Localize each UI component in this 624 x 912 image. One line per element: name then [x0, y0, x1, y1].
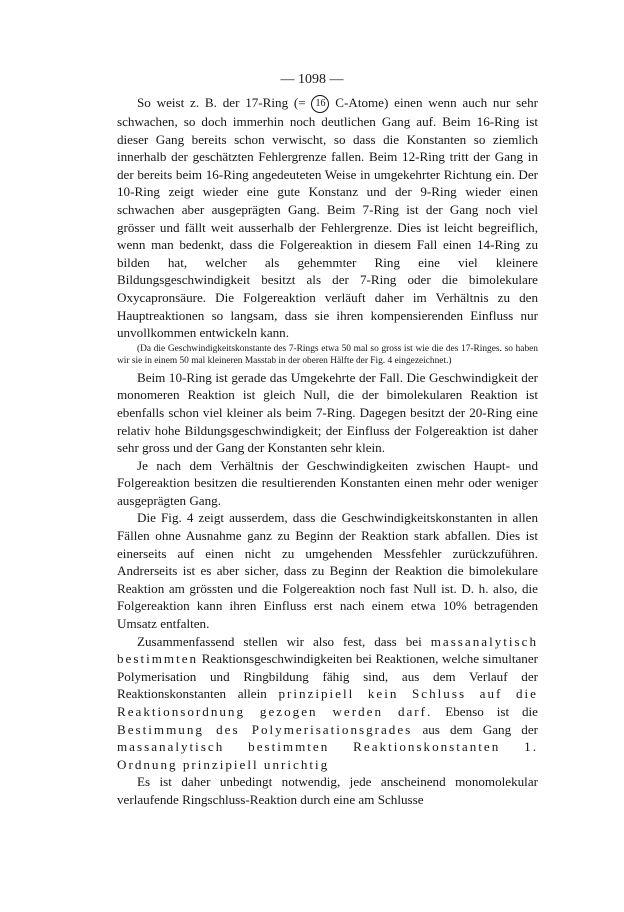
p5-emphasis-4: massanalytisch bestimmten Reaktionskonstanten 1. Ordnung prinzipiell unrichtig — [117, 739, 538, 772]
paragraph-6: Es ist daher unbedingt notwendig, jede anscheinend monomolekular verlaufende Ringschluss-Reaktion durch eine am Schlusse — [117, 774, 538, 807]
p5-text-a: Zusammenfassend stellen wir also fest, dass bei — [137, 633, 422, 649]
body-text — [117, 94, 538, 809]
p1-text-a: So weist z. B. der 17-Ring (= — [137, 95, 306, 110]
p5-emphasis-3: Bestimmung des Polymerisationsgrades — [117, 721, 413, 737]
p5-text-d: aus dem Gang der — [422, 721, 538, 737]
paragraph-4: Die Fig. 4 zeigt ausserdem, dass die Geschwindigkeitskonstanten in allen Fällen ohne Ausnahme ganz zu Beginn der Reaktion stark abfallen. Dies ist einerseits auf einen nicht zu umgehenden Messfehler zurückzuführen. Andrerseits ist es aber sicher, dass zu Beginn der Reaktion die bimolekulare Reaktion am grössten und die Folgereaktion noch fast Null ist. D. h. also, die Folgereaktion kann ihren Einfluss erst nach einem etwa 10% betragenden Umsatz entfalten. — [117, 510, 538, 632]
page-number: — 1098 — — [280, 72, 344, 87]
p5-text-b: Reaktionsgeschwindigkeiten bei Reaktionen, welche simultaner Polymerisation und Ringbildung fähig sind, aus dem Verlauf der Reaktionskonstanten allein — [117, 651, 538, 702]
p1-text-b: C-Atome) einen wenn auch nur sehr schwachen, so doch immerhin noch deutlichen Gang auf. Beim 16-Ring ist dieser Gang bereits schon verwischt, so dass die Konstanten so ziemlich innerhalb der geschätzten Fehlergrenze fallen. Beim 12-Ring tritt der Gang in der bereits beim 16-Ring angedeuteten Weise in umgekehrter Richtung ein. Der 10-Ring zeigt wieder eine gute Konstanz und der 9-Ring wieder einen schwachen aber ausgeprägten Gang. Beim 7-Ring ist der Gang noch viel grösser und fällt weit ausserhalb der Fehlergrenze. Dies ist leicht begreiflich, wenn man bedenkt, dass die Folgereaktion in diesem Fall einen 14-Ring zu bilden hat, welcher als gehemmter Ring eine viel kleinere Bildungsgeschwindigkeit besitzt als der 7-Ring oder die bimolekulare Oxycapronsäure. Die Folgereaktion verläuft daher im Verhältnis zu den Hauptreaktionen so langsam, dass sie ihren kompensierenden Einfluss nur unvollkommen entwickeln kann. — [117, 95, 538, 341]
paragraph-3: Je nach dem Verhältnis der Geschwindigkeiten zwischen Haupt- und Folgereaktion besitzen die resultierenden Konstanten einen mehr oder weniger ausgeprägten Gang. — [117, 457, 538, 508]
paragraph-1 — [117, 94, 538, 342]
footnote-paragraph: (Da die Geschwindigkeitskonstante des 7-Rings etwa 50 mal so gross ist wie die des 17-Ringes. so haben wir sie in einem 50 mal kleineren Masstab in der oberen Hälfte der Fig. 4 eingezeichnet.) — [117, 343, 538, 366]
paragraph-5 — [117, 633, 538, 774]
p5-emphasis-1: massanalytisch bestimmten — [117, 633, 538, 667]
circled-number: 16 — [311, 95, 329, 113]
p5-emphasis-2: prinzipiell kein Schluss auf die Reaktionsordnung gezogen werden darf. — [117, 686, 538, 719]
paragraph-2: Beim 10-Ring ist gerade das Umgekehrte der Fall. Die Geschwindigkeit der monomeren Reaktion ist gleich Null, die der bimolekularen Reaktion ist ebenfalls schon viel kleiner als beim 7-Ring. Dagegen besitzt der 20-Ring eine relativ hohe Bildungsgeschwindigkeit; der Einfluss der Folgereaktion ist daher sehr gross und der Gang der Konstanten sehr klein. — [117, 369, 538, 456]
p5-text-c: Ebenso ist die — [445, 704, 538, 719]
